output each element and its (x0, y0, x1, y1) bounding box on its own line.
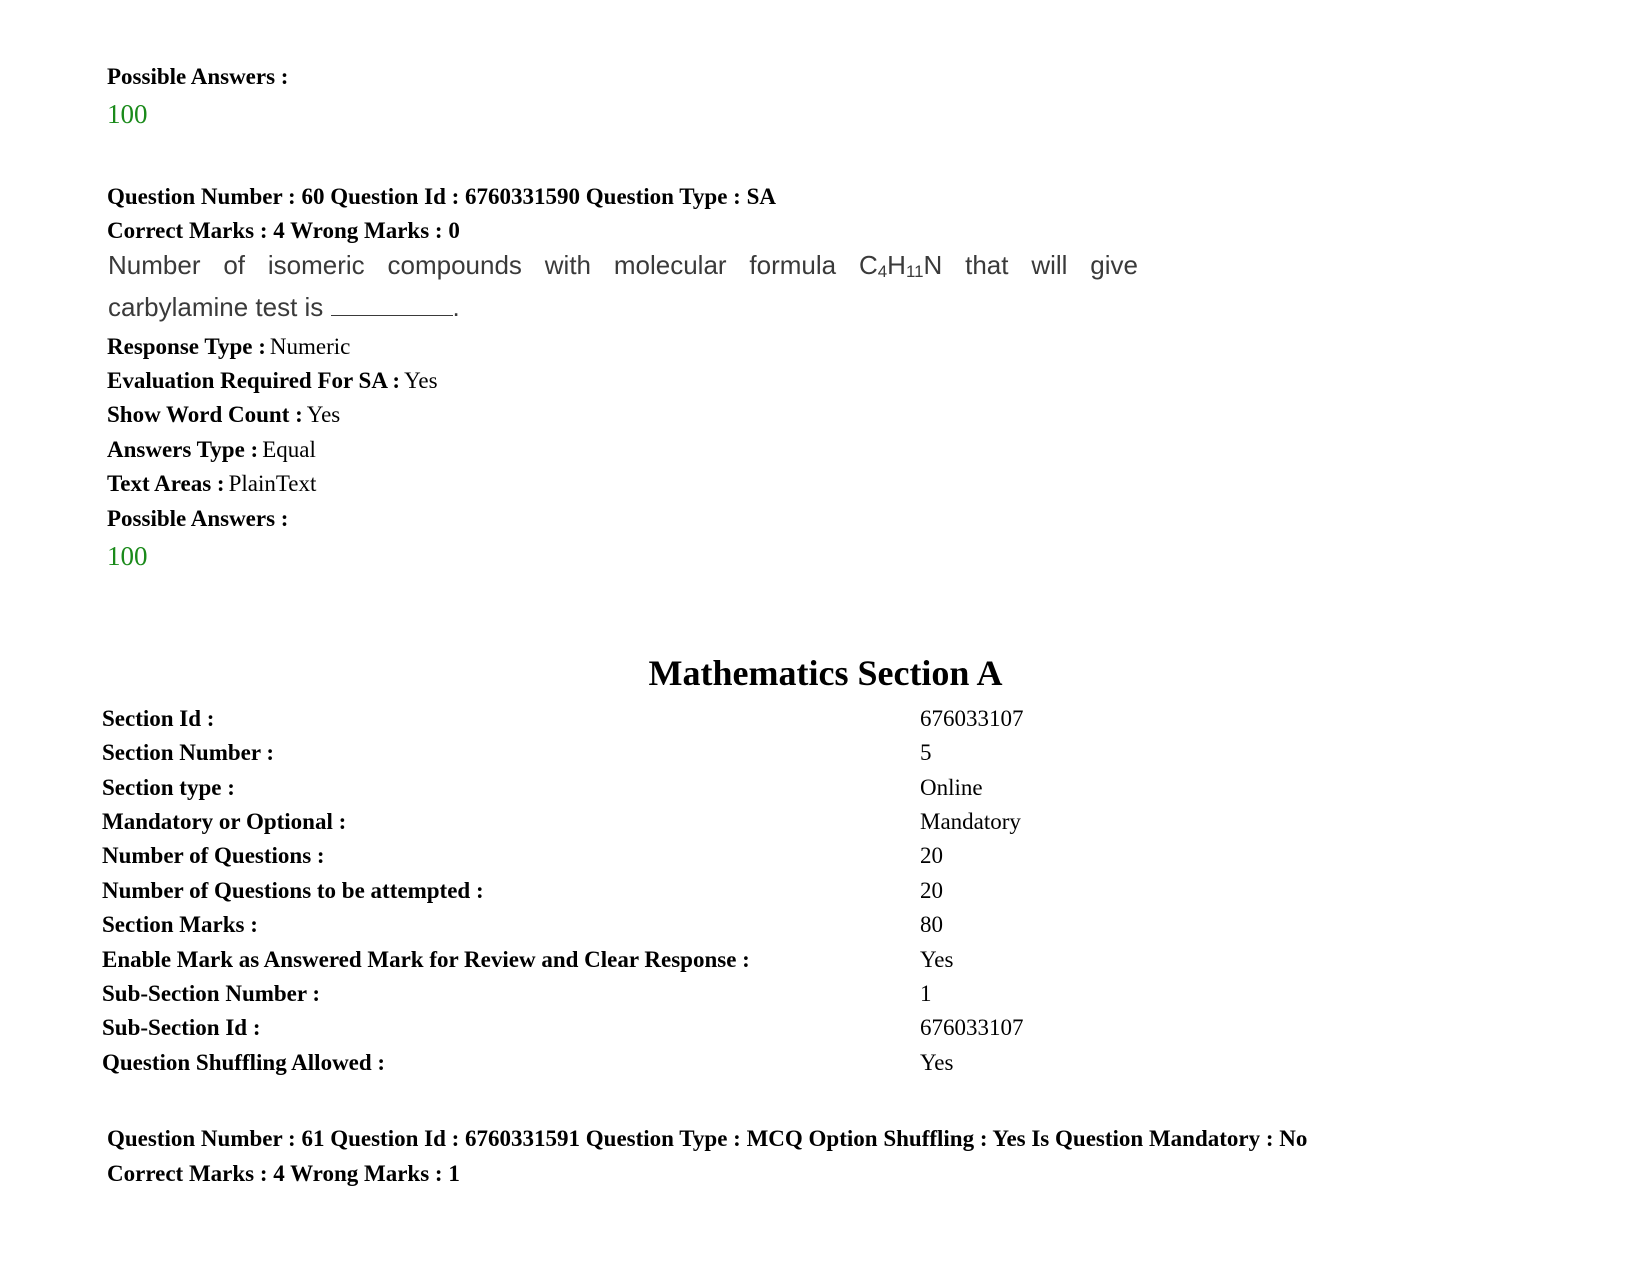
section-title: Mathematics Section A (648, 653, 1003, 693)
word-count-label: Show Word Count : (107, 402, 303, 427)
answers-type-label: Answers Type : (107, 437, 259, 462)
question-60-text-line2: carbylamine test is . (108, 292, 460, 322)
response-type-label: Response Type : (107, 334, 266, 359)
answers-type-value: Equal (262, 437, 316, 462)
word-count-value: Yes (306, 402, 341, 427)
response-type-row (107, 334, 350, 360)
section-row-value: Yes (920, 1050, 954, 1075)
question-60-marks: Correct Marks : 4 Wrong Marks : 0 (107, 218, 460, 243)
section-row-value: Yes (920, 947, 954, 972)
section-row-label: Section Marks : (102, 912, 258, 937)
question-60-possible-answers-label: Possible Answers : (107, 506, 289, 531)
text-areas-row (107, 471, 316, 497)
text-areas-label: Text Areas : (107, 471, 225, 496)
section-row-value: 676033107 (920, 706, 1024, 731)
section-row-label: Section Number : (102, 740, 275, 765)
section-row-value: 5 (920, 740, 932, 765)
evaluation-label: Evaluation Required For SA : (107, 368, 401, 393)
question-61-marks: Correct Marks : 4 Wrong Marks : 1 (107, 1161, 460, 1186)
section-row-label: Enable Mark as Answered Mark for Review and Clear Response : (102, 947, 750, 972)
question-60-text-line1: Number of isomeric compounds with molecular formula $C_4H_{11}N$ that will give (108, 250, 1138, 281)
section-row-label: Sub-Section Number : (102, 981, 321, 1006)
answer-blank (331, 295, 453, 316)
question-60-answer-value: 100 (107, 541, 148, 571)
section-row-value: 1 (920, 981, 932, 1006)
text-areas-value: PlainText (228, 471, 317, 496)
answers-type-row (107, 437, 316, 463)
question-61-header: Question Number : 61 Question Id : 6760331591 Question Type : MCQ Option Shuffling : Yes Is Question Mandatory : No (107, 1126, 1308, 1151)
section-row-value: 20 (920, 843, 943, 868)
section-row-label: Section type : (102, 775, 235, 800)
section-row-label: Mandatory or Optional : (102, 809, 347, 834)
section-row-label: Number of Questions to be attempted : (102, 878, 484, 903)
word-count-row (107, 402, 340, 428)
section-row-label: Number of Questions : (102, 843, 325, 868)
response-type-value: Numeric (269, 334, 351, 359)
section-row-value: 676033107 (920, 1015, 1024, 1040)
section-row-value: 20 (920, 878, 943, 903)
section-row-label: Question Shuffling Allowed : (102, 1050, 386, 1075)
section-row-value: Online (920, 775, 983, 800)
evaluation-row (107, 368, 438, 394)
possible-answers-label: Possible Answers : (107, 64, 289, 89)
section-row-label: Section Id : (102, 706, 215, 731)
section-row-value: Mandatory (920, 809, 1021, 834)
question-60-header: Question Number : 60 Question Id : 6760331590 Question Type : SA (107, 184, 776, 209)
possible-answer-value: 100 (107, 99, 148, 129)
section-row-value: 80 (920, 912, 943, 937)
evaluation-value: Yes (404, 368, 438, 393)
section-row-label: Sub-Section Id : (102, 1015, 261, 1040)
